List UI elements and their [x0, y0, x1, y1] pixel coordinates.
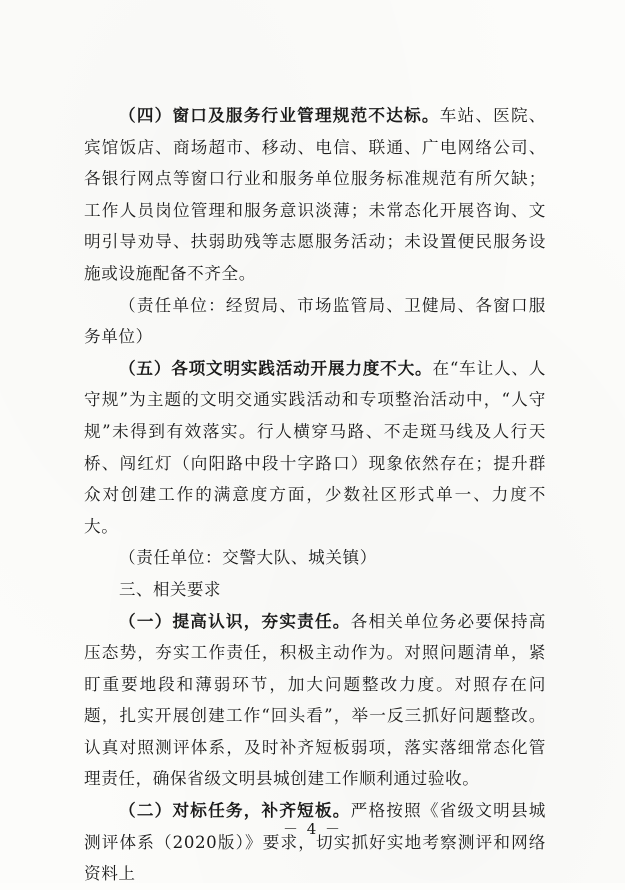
section-five-lead: （五）各项文明实践活动开展力度不大。 — [119, 357, 433, 378]
section-four-responsibility: （责任单位：经贸局、市场监管局、卫健局、各窗口服务单位） — [84, 295, 546, 347]
requirement-two-text: 严格按照《省级文明县城测评体系（2020版）》要求，切实抓好实地考察测评和网络资料上 — [84, 801, 546, 884]
section-four-text: 车站、医院、宾馆饭店、商场超市、移动、电信、联通、广电网络公司、各银行网点等窗口行业和服务单位服务标准规范有所欠缺；工作人员岗位管理和服务意识淡薄；未常态化开展咨询、文明引导劝导、扶弱助残等志愿服务活动；未设置便民服务设施或设施配备不齐全。 — [84, 106, 546, 283]
requirements-heading: 三、相关要求 — [119, 579, 221, 599]
requirement-one-paragraph — [84, 606, 546, 796]
page-number: － 4 － — [282, 820, 343, 838]
section-five-paragraph — [84, 353, 546, 543]
section-four-paragraph — [84, 100, 546, 290]
requirement-one-text: 各相关单位务必要保持高压态势，夯实工作责任，积极主动作为。对照问题清单，紧盯重要地段和薄弱环节，加大问题整改力度。对照存在问题，扎实开展创建工作“回头看”，举一反三抓好问题整改。认真对照测评体系，及时补齐短板弱项，落实落细常态化管理责任，确保省级文明县城创建工作顺利通过验收。 — [84, 611, 546, 789]
section-four-lead: （四）窗口及服务行业管理规范不达标。 — [119, 105, 440, 125]
requirement-one-lead: （一）提高认识，夯实责任。 — [119, 610, 351, 631]
section-five-responsibility: （责任单位：交警大队、城关镇） — [119, 548, 377, 568]
requirement-two-lead: （二）对标任务，补齐短板。 — [119, 800, 351, 821]
document-body — [84, 100, 546, 890]
section-five-text: 在“车让人、人守规”为主题的文明交通实践活动和专项整治活动中，“人守规”未得到有效落实。行人横穿马路、不走斑马线及人行天桥、闯红灯（向阳路中段十字路口）现象依然存在；提升群众对创建工作的满意度方面，少数社区形式单一、力度不大。 — [84, 358, 546, 536]
requirement-two-paragraph — [84, 795, 546, 890]
